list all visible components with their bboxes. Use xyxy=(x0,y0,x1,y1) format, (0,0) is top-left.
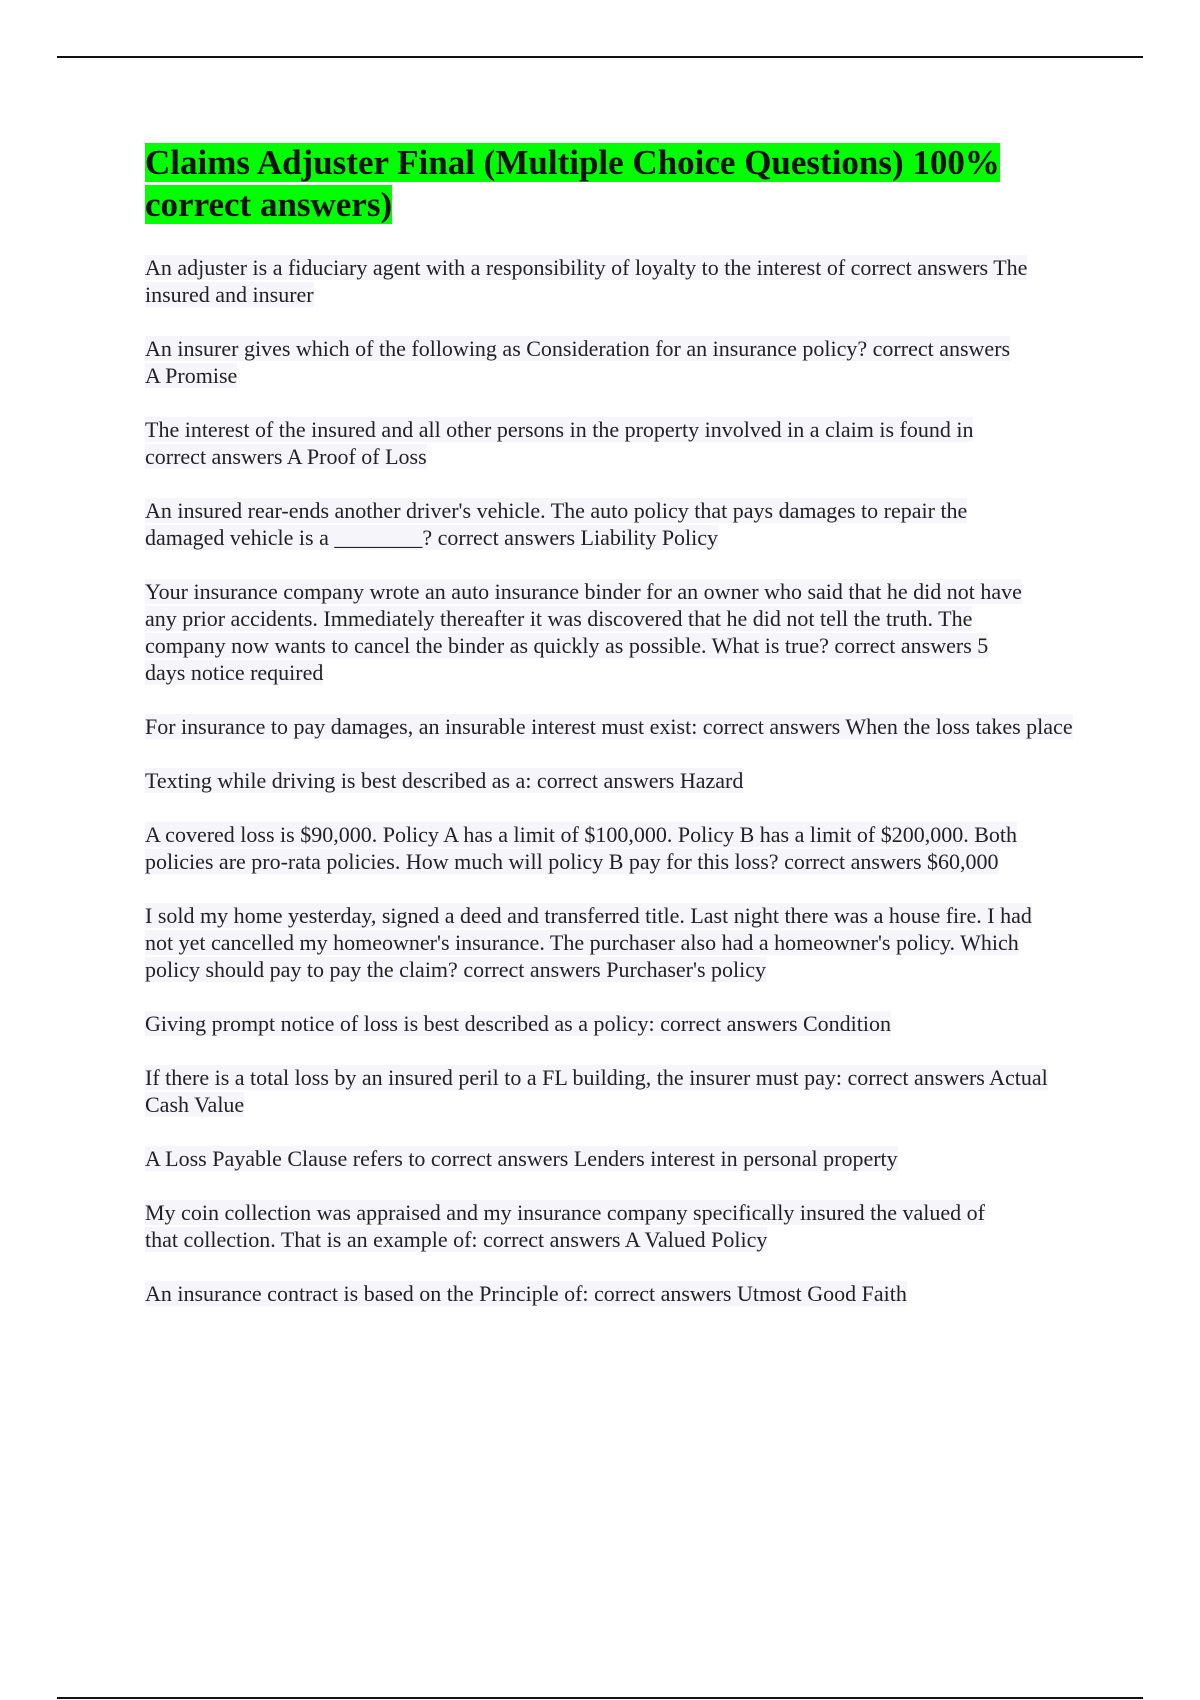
question-item: An adjuster is a fiduciary agent with a responsibility of loyalty to the interest of correct answers The insured and insurer xyxy=(145,255,1028,307)
question-item: Texting while driving is best described as a: correct answers Hazard xyxy=(145,768,744,793)
question-item: I sold my home yesterday, signed a deed and transferred title. Last night there was a house fire. I had not yet cancelled my homeowner's insurance. The purchaser also had a homeowner's policy. Which policy should pay to pay the claim? correct answers Purchaser's policy xyxy=(145,903,1032,982)
question-item: Giving prompt notice of loss is best described as a policy: correct answers Condition xyxy=(145,1011,892,1036)
question-item: An insurer gives which of the following as Consideration for an insurance policy? correct answers A Promise xyxy=(145,336,1011,388)
document-body xyxy=(145,142,1085,1334)
question-item: A covered loss is $90,000. Policy A has a limit of $100,000. Policy B has a limit of $200,000. Both policies are pro-rata policies. How much will policy B pay for this loss? correct answers $60,000 xyxy=(145,822,1018,874)
question-item: If there is a total loss by an insured peril to a FL building, the insurer must pay: correct answers Actual Cash Value xyxy=(145,1065,1048,1117)
top-rule xyxy=(57,56,1143,58)
question-item: A Loss Payable Clause refers to correct answers Lenders interest in personal property xyxy=(145,1146,898,1171)
question-item: An insurance contract is based on the Principle of: correct answers Utmost Good Faith xyxy=(145,1281,907,1306)
question-item: My coin collection was appraised and my insurance company specifically insured the valued of that collection. That is an example of: correct answers A Valued Policy xyxy=(145,1200,986,1252)
bottom-rule xyxy=(57,1697,1143,1699)
document-title: Claims Adjuster Final (Multiple Choice Questions) 100% correct answers) xyxy=(145,143,1000,224)
question-item: For insurance to pay damages, an insurable interest must exist: correct answers When the loss takes place xyxy=(145,714,1073,739)
question-item: An insured rear-ends another driver's vehicle. The auto policy that pays damages to repair the damaged vehicle is a ________? correct answers Liability Policy xyxy=(145,498,968,550)
question-item: Your insurance company wrote an auto insurance binder for an owner who said that he did not have any prior accidents. Immediately thereafter it was discovered that he did not tell the truth. The company now wants to cancel the binder as quickly as possible. What is true? correct answers 5 days notice required xyxy=(145,579,1022,685)
question-item: The interest of the insured and all other persons in the property involved in a claim is found in correct answers A Proof of Loss xyxy=(145,417,974,469)
